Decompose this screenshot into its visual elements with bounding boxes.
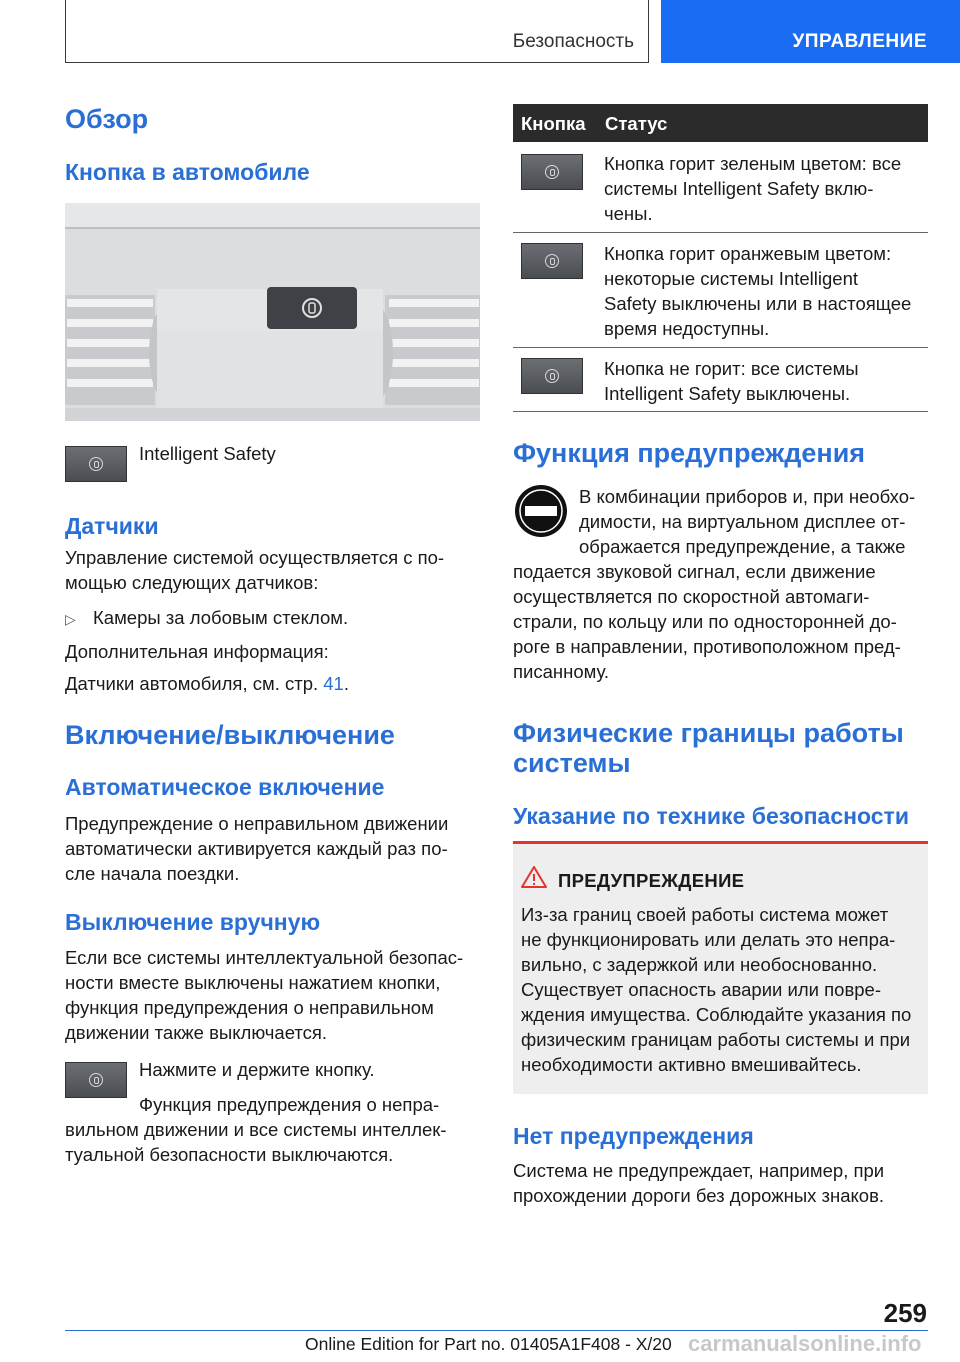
header-chapter-title: УПРАВЛЕНИЕ (792, 31, 927, 52)
row3-status-line1: Кнопка не горит: все системы (604, 358, 859, 379)
col-status-header: Статус (605, 113, 668, 134)
heading-limits-line2: системы (513, 748, 631, 778)
page-number: 259 (883, 1298, 927, 1328)
sensors-bullet-text: Камеры за лобовым стеклом. (93, 607, 349, 628)
row2-status-line3: Safety выключены или в настоящее (604, 293, 912, 314)
warning-func-indent-line1: В комбинации приборов и, при необхо- (579, 486, 916, 507)
auto-on-line3: сле начала поездки. (65, 863, 240, 884)
triangle-bullet-icon: ▷ (65, 611, 76, 627)
heading-limits-line1: Физические границы работы (513, 718, 904, 748)
heading-auto-on: Автоматическое включение (65, 774, 385, 800)
warning-line6: физическим границам работы системы и при (521, 1029, 911, 1050)
warning-title: ПРЕДУПРЕЖДЕНИЕ (558, 870, 745, 891)
reference-text: Датчики автомобиля, см. стр. (65, 673, 319, 694)
heading-no-warning: Нет предупреждения (513, 1123, 754, 1149)
warning-func-line1: подается звуковой сигнал, если движение (513, 561, 876, 582)
car-shield-icon (545, 254, 559, 268)
no-entry-icon (513, 483, 569, 539)
heading-button-in-car: Кнопка в автомобиле (65, 159, 310, 185)
auto-on-line2: автоматически активируется каждый раз по- (65, 838, 448, 859)
warning-func-line3: страли, по кольцу или по односторонней до- (513, 611, 897, 632)
no-warning-line2: прохождении дороги без дорожных знаков. (513, 1185, 885, 1206)
row2-status-line1: Кнопка горит оранжевым цветом: (604, 243, 892, 264)
warning-line5: ждения имущества. Соблюдайте указания по (521, 1004, 912, 1025)
more-info-label: Дополнительная информация: (65, 641, 329, 662)
warning-line3: вильно, с задержкой или необоснованно. (521, 954, 878, 975)
dashboard-photo-illustration (65, 203, 480, 421)
press-result-line2: вильном движении и все системы интеллек- (65, 1119, 447, 1140)
sensors-text-line1: Управление системой осуществляется с по- (65, 547, 445, 568)
warning-line2: не функционировать или делать это непра- (521, 929, 896, 950)
manual-off-line3: функция предупреждения о неправильном (65, 997, 434, 1018)
table-row-divider (513, 347, 928, 348)
manual-off-line1: Если все системы интеллектуальной безопас- (65, 947, 464, 968)
warning-line7: необходимости активно вмешивайтесь. (521, 1054, 862, 1075)
header-section-box (65, 0, 649, 63)
auto-on-line1: Предупреждение о неправильном движении (65, 813, 449, 834)
sensors-reference (65, 671, 349, 696)
heading-manual-off: Выключение вручную (65, 909, 321, 935)
warning-line1: Из-за границ своей работы система может (521, 904, 889, 925)
table-row-divider (513, 232, 928, 233)
row2-status-line4: время недоступны. (604, 318, 770, 339)
row1-status-line3: чены. (604, 203, 653, 224)
press-result-line1: Функция предупреждения о непра- (139, 1094, 440, 1115)
footer-edition: Online Edition for Part no. 01405A1F408 - X/20 (305, 1334, 672, 1354)
table-button-image-orange (521, 243, 583, 279)
heading-overview: Обзор (65, 104, 149, 134)
car-shield-icon (89, 457, 103, 471)
table-row-divider (513, 411, 928, 412)
intelligent-safety-button-image (65, 446, 127, 482)
table-button-image-green (521, 154, 583, 190)
heading-sensors: Датчики (65, 513, 159, 539)
press-result-line3: туальной безопасности выключаются. (65, 1144, 394, 1165)
row1-status-line1: Кнопка горит зеленым цветом: все (604, 153, 902, 174)
car-shield-icon (545, 165, 559, 179)
header-section-title: Безопасность (512, 31, 634, 52)
heading-on-off: Включение/выключение (65, 720, 395, 750)
warning-func-line5: писанному. (513, 661, 610, 682)
row3-status-line2: Intelligent Safety выключены. (604, 383, 851, 404)
button-caption: Intelligent Safety (139, 443, 276, 464)
sensors-bullet (65, 605, 348, 632)
warning-func-line2: осуществляется по скоростной автомаги- (513, 586, 870, 607)
reference-end: . (343, 673, 349, 694)
heading-safety-note: Указание по технике безопасности (513, 803, 909, 829)
car-shield-icon (89, 1073, 103, 1087)
heading-warning-function: Функция предупреждения (513, 438, 866, 468)
manual-off-line2: ности вместе выключены нажатием кнопки, (65, 972, 441, 993)
reference-page-link[interactable]: 41 (323, 673, 344, 694)
row2-status-line2: некоторые системы Intelligent (604, 268, 858, 289)
press-button-image (65, 1062, 127, 1098)
no-warning-line1: Система не предупреждает, например, при (513, 1160, 885, 1181)
warning-line4: Существует опасность аварии или повре- (521, 979, 882, 1000)
status-table-header (513, 104, 928, 142)
footer-watermark: carmanualsonline.info (688, 1331, 922, 1356)
warning-func-line4: роге в направлении, противоположном пред- (513, 636, 901, 657)
header-chapter-tab (661, 0, 960, 63)
warning-func-indent-line2: димости, на виртуальном дисплее от- (579, 511, 906, 532)
col-button-header: Кнопка (521, 113, 586, 134)
car-shield-icon (545, 369, 559, 383)
press-hold-text: Нажмите и держите кнопку. (139, 1059, 375, 1080)
sensors-text-line2: мощью следующих датчиков: (65, 572, 319, 593)
table-button-image-off (521, 358, 583, 394)
manual-off-line4: движении также выключается. (65, 1022, 328, 1043)
warning-triangle-icon (521, 866, 547, 888)
dashboard-photo (65, 203, 480, 421)
row1-status-line2: системы Intelligent Safety вклю- (604, 178, 874, 199)
warning-func-indent-line3: ображается предупреждение, а также (579, 536, 906, 557)
